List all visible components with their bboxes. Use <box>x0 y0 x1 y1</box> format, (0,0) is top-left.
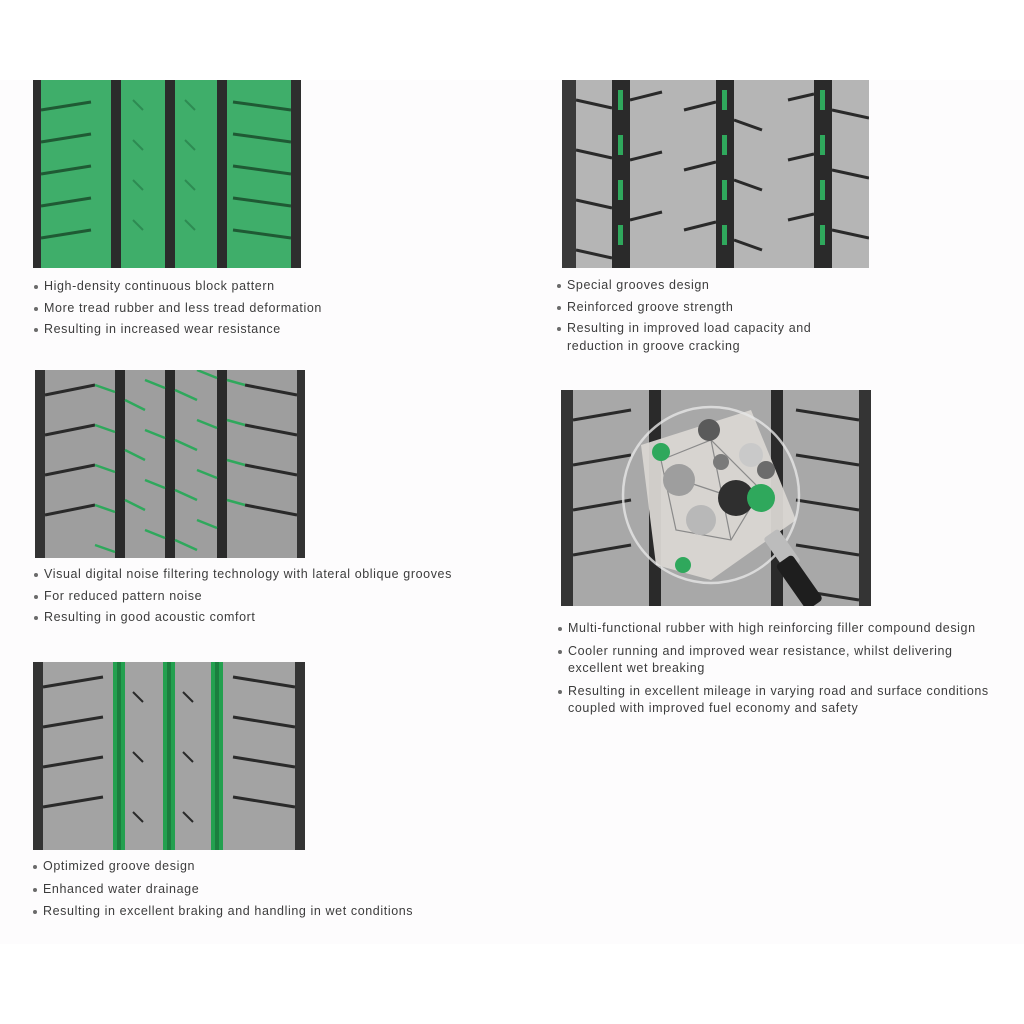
tread-image-water-drainage <box>33 662 305 850</box>
list-item: More tread rubber and less tread deformation <box>34 300 374 318</box>
tread-image-special-grooves <box>562 80 869 268</box>
list-item: Cooler running and improved wear resistance, whilst delivering excellent wet breaking <box>558 643 998 678</box>
list-item: High-density continuous block pattern <box>34 278 374 296</box>
list-item: Resulting in excellent mileage in varying road and surface conditions coupled with improved fuel economy and safety <box>558 683 998 718</box>
list-item: Resulting in increased wear resistance <box>34 321 374 339</box>
list-item: For reduced pattern noise <box>34 588 504 606</box>
list-item: Resulting in good acoustic comfort <box>34 609 504 627</box>
list-item: Special grooves design <box>557 277 847 295</box>
list-item: Resulting in improved load capacity and reduction in groove cracking <box>557 320 847 355</box>
feature-list-noise-filtering <box>34 566 504 631</box>
tread-image-continuous-block <box>33 80 301 268</box>
list-item: Multi-functional rubber with high reinforcing filler compound design <box>558 620 998 638</box>
tread-image-compound <box>561 390 871 606</box>
tread-image-noise-filtering <box>35 370 305 558</box>
feature-list-special-grooves <box>557 277 847 359</box>
list-item: Resulting in excellent braking and handling in wet conditions <box>33 903 473 921</box>
list-item: Reinforced groove strength <box>557 299 847 317</box>
list-item: Visual digital noise filtering technology with lateral oblique grooves <box>34 566 504 584</box>
feature-list-compound <box>558 620 998 723</box>
feature-list-continuous-block <box>34 278 374 343</box>
list-item: Optimized groove design <box>33 858 473 876</box>
list-item: Enhanced water drainage <box>33 881 473 899</box>
feature-list-water-drainage <box>33 858 473 926</box>
